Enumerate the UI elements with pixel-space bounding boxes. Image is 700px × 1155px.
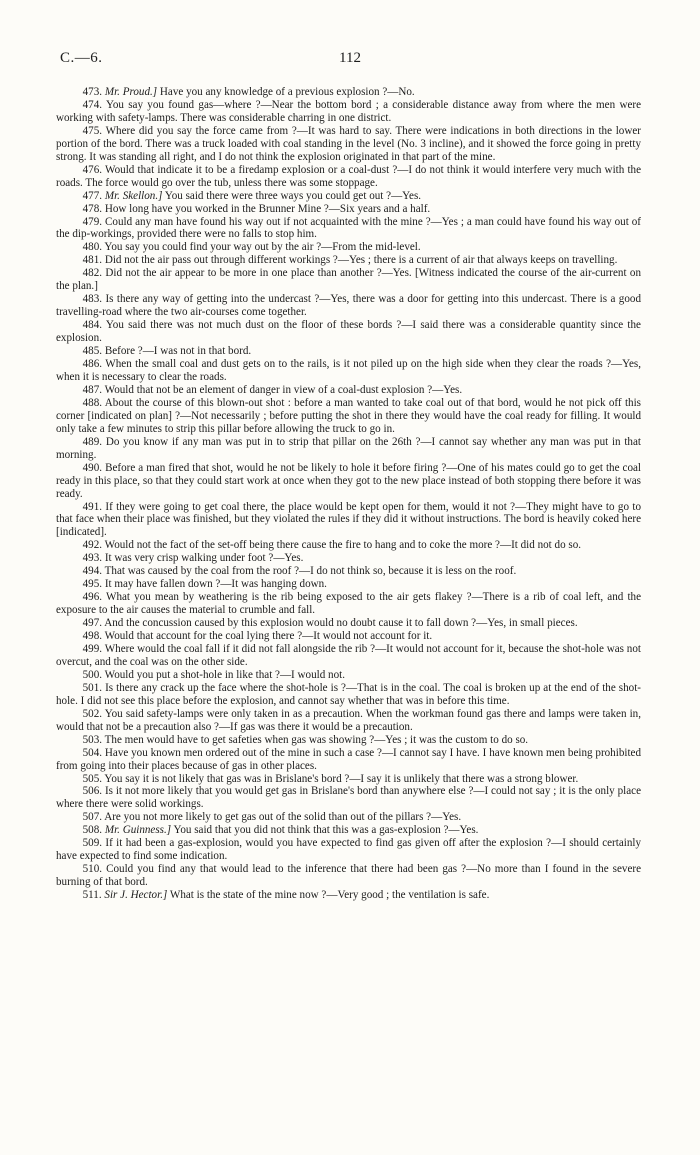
- question-answer-text: The men would have to get safeties when gas was showing ?—Yes ; it was the custom to do so.: [104, 733, 529, 746]
- question-number: 474.: [82, 98, 103, 111]
- question-answer-text: Have you any knowledge of a previous explosion ?—No.: [159, 86, 415, 98]
- question-answer-text: Could you find any that would lead to the inference that there had been gas ?—No more than I found in the severe burning of that bord.: [56, 863, 641, 889]
- question-answer-text: You say you could find your way out by the air ?—From the mid-level.: [104, 241, 421, 254]
- question-number: 480.: [82, 241, 103, 254]
- question-answer-text: It may have fallen down ?—It was hanging down.: [104, 578, 327, 591]
- testimony-paragraph: [56, 617, 641, 630]
- testimony-paragraph: [56, 241, 641, 254]
- question-answer-text: Did not the air pass out through different workings ?—Yes ; there is a current of air that always keeps on travelling.: [104, 254, 618, 267]
- question-answer-text: Is there any crack up the face where the shot-hole is ?—That is in the coal. The coal is broken up at the end of the shot-hole. I did not see this place before the explosion, and cannot say whether that was in before this time.: [56, 681, 641, 707]
- question-number: 498.: [82, 630, 103, 643]
- question-answer-text: You said safety-lamps were only taken in as a precaution. When the workman found gas there and lamps were taken in, would that not be a precaution also ?—If gas was there it would be a precaution.: [56, 707, 641, 733]
- testimony-paragraph: [56, 565, 641, 578]
- question-answer-text: You say it is not likely that gas was in Brislane's bord ?—I say it is unlikely that there was a strong blower.: [104, 772, 579, 785]
- question-answer-text: When the small coal and dust gets on to the rails, is it not piled up on the high side when they clear the roads ?—Yes, when it is necessary to clear the roads.: [56, 358, 641, 383]
- question-number: 494.: [82, 565, 103, 578]
- testimony-paragraph: [56, 591, 641, 617]
- question-answer-text: Would that account for the coal lying there ?—It would not account for it.: [104, 630, 433, 643]
- question-number: 491.: [82, 500, 103, 513]
- question-number: 507.: [82, 811, 103, 824]
- testimony-paragraph: [56, 578, 641, 591]
- question-number: 481.: [82, 254, 103, 267]
- question-answer-text: How long have you worked in the Brunner Mine ?—Six years and a half.: [104, 202, 431, 215]
- question-number: 511.: [82, 889, 102, 902]
- testimony-paragraph: [56, 552, 641, 565]
- testimony-body: [56, 86, 641, 902]
- question-number: 503.: [82, 733, 103, 746]
- question-number: 482.: [82, 267, 103, 280]
- question-answer-text: You said there was not much dust on the floor of these bords ?—I said there was a considerable quantity since the explosion.: [56, 319, 641, 345]
- question-number: 497.: [82, 617, 103, 630]
- question-number: 486.: [82, 358, 103, 371]
- question-answer-text: About the course of this blown-out shot : before a man wanted to take coal out of that bord, would he not pick off this corner [indicated on plan] ?—Not necessarily ; before putting the shot in there they would have the coal ready for filling. It would only take a few minutes to strip this pillar before allowing the truck to go in.: [56, 396, 641, 435]
- question-answer-text: If they were going to get coal there, the place would be kept open for them, would it not ?—They might have to go to that face when their place was finished, but they violated the rules if they did it without instructions. The bord is heavily coked here [indicated].: [56, 500, 641, 539]
- testimony-paragraph: [56, 384, 641, 397]
- question-answer-text: Before a man fired that shot, would he not be likely to hole it before firing ?—One of his mates could go to get the coal ready in this place, so that they could start work at once when they got to the new place instead of both stopping there before it was ready.: [56, 461, 641, 500]
- speaker-name: Mr. Guinness.]: [104, 824, 172, 837]
- question-answer-text: If it had been a gas-explosion, would you have expected to find gas given off after the explosion ?—I should certainly have expected to find some indication.: [56, 837, 641, 863]
- testimony-paragraph: [56, 889, 641, 902]
- question-number: 484.: [82, 319, 103, 332]
- testimony-paragraph: [56, 99, 641, 125]
- question-number: 504.: [82, 746, 103, 759]
- page-number: 112: [339, 50, 361, 66]
- question-answer-text: Are you not more likely to get gas out of the solid than out of the pillars ?—Yes.: [104, 811, 462, 824]
- testimony-paragraph: [56, 630, 641, 643]
- testimony-paragraph: [56, 345, 641, 358]
- document-code: C.—6.: [60, 50, 103, 66]
- testimony-paragraph: [56, 811, 641, 824]
- question-number: 490.: [82, 461, 103, 474]
- question-number: 487.: [82, 383, 103, 396]
- question-number: 500.: [82, 668, 103, 681]
- question-number: 483.: [82, 293, 103, 306]
- testimony-paragraph: [56, 86, 641, 99]
- testimony-paragraph: [56, 293, 641, 319]
- question-answer-text: Could any man have found his way out if not acquainted with the mine ?—Yes ; a man could have found his way out of the dip-workings, provided there were no falls to stop him.: [56, 215, 641, 241]
- testimony-paragraph: [56, 539, 641, 552]
- question-number: 492.: [82, 539, 103, 552]
- question-answer-text: Did not the air appear to be more in one place than another ?—Yes. [Witness indicated the course of the air-current on the plan.]: [56, 267, 641, 293]
- question-number: 496.: [82, 591, 103, 604]
- testimony-paragraph: [56, 397, 641, 436]
- question-number: 495.: [82, 578, 103, 591]
- question-number: 493.: [82, 552, 103, 565]
- question-number: 499.: [82, 642, 103, 655]
- question-answer-text: What is the state of the mine now ?—Very good ; the ventilation is safe.: [169, 889, 490, 902]
- question-answer-text: Is it not more likely that you would get gas in Brislane's bord than anywhere else ?—I could not say ; it is the only place where there were solid workings.: [56, 785, 641, 811]
- question-answer-text: Would that indicate it to be a firedamp explosion or a coal-dust ?—I do not think it would interfere very much with the roads. The force would go over the tub, unless there was some stoppage.: [56, 163, 642, 189]
- testimony-paragraph: [56, 462, 641, 501]
- testimony-paragraph: [56, 747, 641, 773]
- testimony-paragraph: [56, 190, 641, 203]
- question-answer-text: You said that you did not think that this was a gas-explosion ?—Yes.: [173, 824, 479, 837]
- testimony-paragraph: [56, 785, 641, 811]
- speaker-name: Mr. Skellon.]: [104, 189, 163, 202]
- testimony-paragraph: [56, 708, 641, 734]
- question-number: 475.: [82, 124, 103, 137]
- question-number: 508.: [82, 824, 103, 837]
- testimony-paragraph: [56, 267, 641, 293]
- testimony-paragraph: [56, 203, 641, 216]
- question-number: 477.: [82, 189, 103, 202]
- question-number: 489.: [82, 435, 103, 448]
- testimony-paragraph: [56, 254, 641, 267]
- question-number: 509.: [82, 837, 103, 850]
- speaker-name: Mr. Proud.]: [104, 86, 158, 98]
- testimony-paragraph: [56, 773, 641, 786]
- testimony-paragraph: [56, 669, 641, 682]
- question-number: 478.: [82, 202, 103, 215]
- question-answer-text: And the concussion caused by this explosion would no doubt cause it to fall down ?—Yes, in small pieces.: [104, 617, 578, 630]
- question-answer-text: What you mean by weathering is the rib being exposed to the air gets flakey ?—There is a rib of coal left, and the exposure to the air causes the material to crumble and fall.: [56, 591, 642, 617]
- page-header: [60, 50, 640, 72]
- testimony-paragraph: [56, 125, 641, 164]
- testimony-paragraph: [56, 682, 641, 708]
- testimony-paragraph: [56, 436, 641, 462]
- testimony-paragraph: [56, 319, 641, 345]
- question-number: 505.: [82, 772, 103, 785]
- testimony-paragraph: [56, 501, 641, 540]
- testimony-paragraph: [56, 164, 641, 190]
- testimony-paragraph: [56, 734, 641, 747]
- question-answer-text: You say you found gas—where ?—Near the bottom bord ; a considerable distance away from where the men were working with safety-lamps. There was considerable charring in one district.: [56, 98, 641, 124]
- question-answer-text: That was caused by the coal from the roof ?—I do not think so, because it is less on the roof.: [104, 565, 517, 578]
- question-answer-text: Where would the coal fall if it did not fall alongside the rib ?—It would not account for it, because the shot-hole was not overcut, and the coal was on the other side.: [56, 642, 641, 668]
- question-number: 476.: [82, 163, 103, 176]
- question-number: 479.: [82, 215, 103, 228]
- question-answer-text: You said there were three ways you could get out ?—Yes.: [164, 189, 422, 202]
- testimony-paragraph: [56, 824, 641, 837]
- question-answer-text: Would you put a shot-hole in like that ?—I would not.: [104, 668, 345, 681]
- question-number: 488.: [82, 396, 103, 409]
- testimony-paragraph: [56, 358, 641, 384]
- question-answer-text: Is there any way of getting into the undercast ?—Yes, there was a door for getting into this undercast. There is a good travelling-road where the two air-courses come together.: [56, 293, 641, 319]
- question-answer-text: Would not the fact of the set-off being there cause the fire to hang and to coke the more ?—It did not do so.: [104, 539, 582, 552]
- testimony-paragraph: [56, 863, 641, 889]
- testimony-paragraph: [56, 837, 641, 863]
- question-number: 501.: [82, 681, 103, 694]
- question-number: 485.: [82, 345, 103, 358]
- testimony-paragraph: [56, 643, 641, 669]
- question-number: 502.: [82, 707, 103, 720]
- testimony-paragraph: [56, 216, 641, 242]
- question-answer-text: Have you known men ordered out of the mine in such a case ?—I cannot say I have. I have known men being prohibited from going into their places because of gas in other places.: [56, 746, 641, 772]
- question-answer-text: Before ?—I was not in that bord.: [104, 345, 252, 358]
- question-answer-text: Where did you say the force came from ?—It was hard to say. There were indications in both directions in the lower portion of the bord. There was a truck loaded with coal standing in the level (No. 3 incline), and it showed the force going in pretty strong. It was standing all right, and I do not think the explosion originated in that part of the mine.: [56, 124, 641, 163]
- question-answer-text: Do you know if any man was put in to strip that pillar on the 26th ?—I cannot say whether any man was put in that morning.: [56, 435, 641, 461]
- question-number: 473.: [82, 86, 103, 98]
- question-number: 506.: [82, 785, 103, 798]
- speaker-name: Sir J. Hector.]: [104, 889, 168, 902]
- question-answer-text: It was very crisp walking under foot ?—Yes.: [104, 552, 304, 565]
- question-number: 510.: [82, 863, 103, 876]
- question-answer-text: Would that not be an element of danger in view of a coal-dust explosion ?—Yes.: [104, 383, 463, 396]
